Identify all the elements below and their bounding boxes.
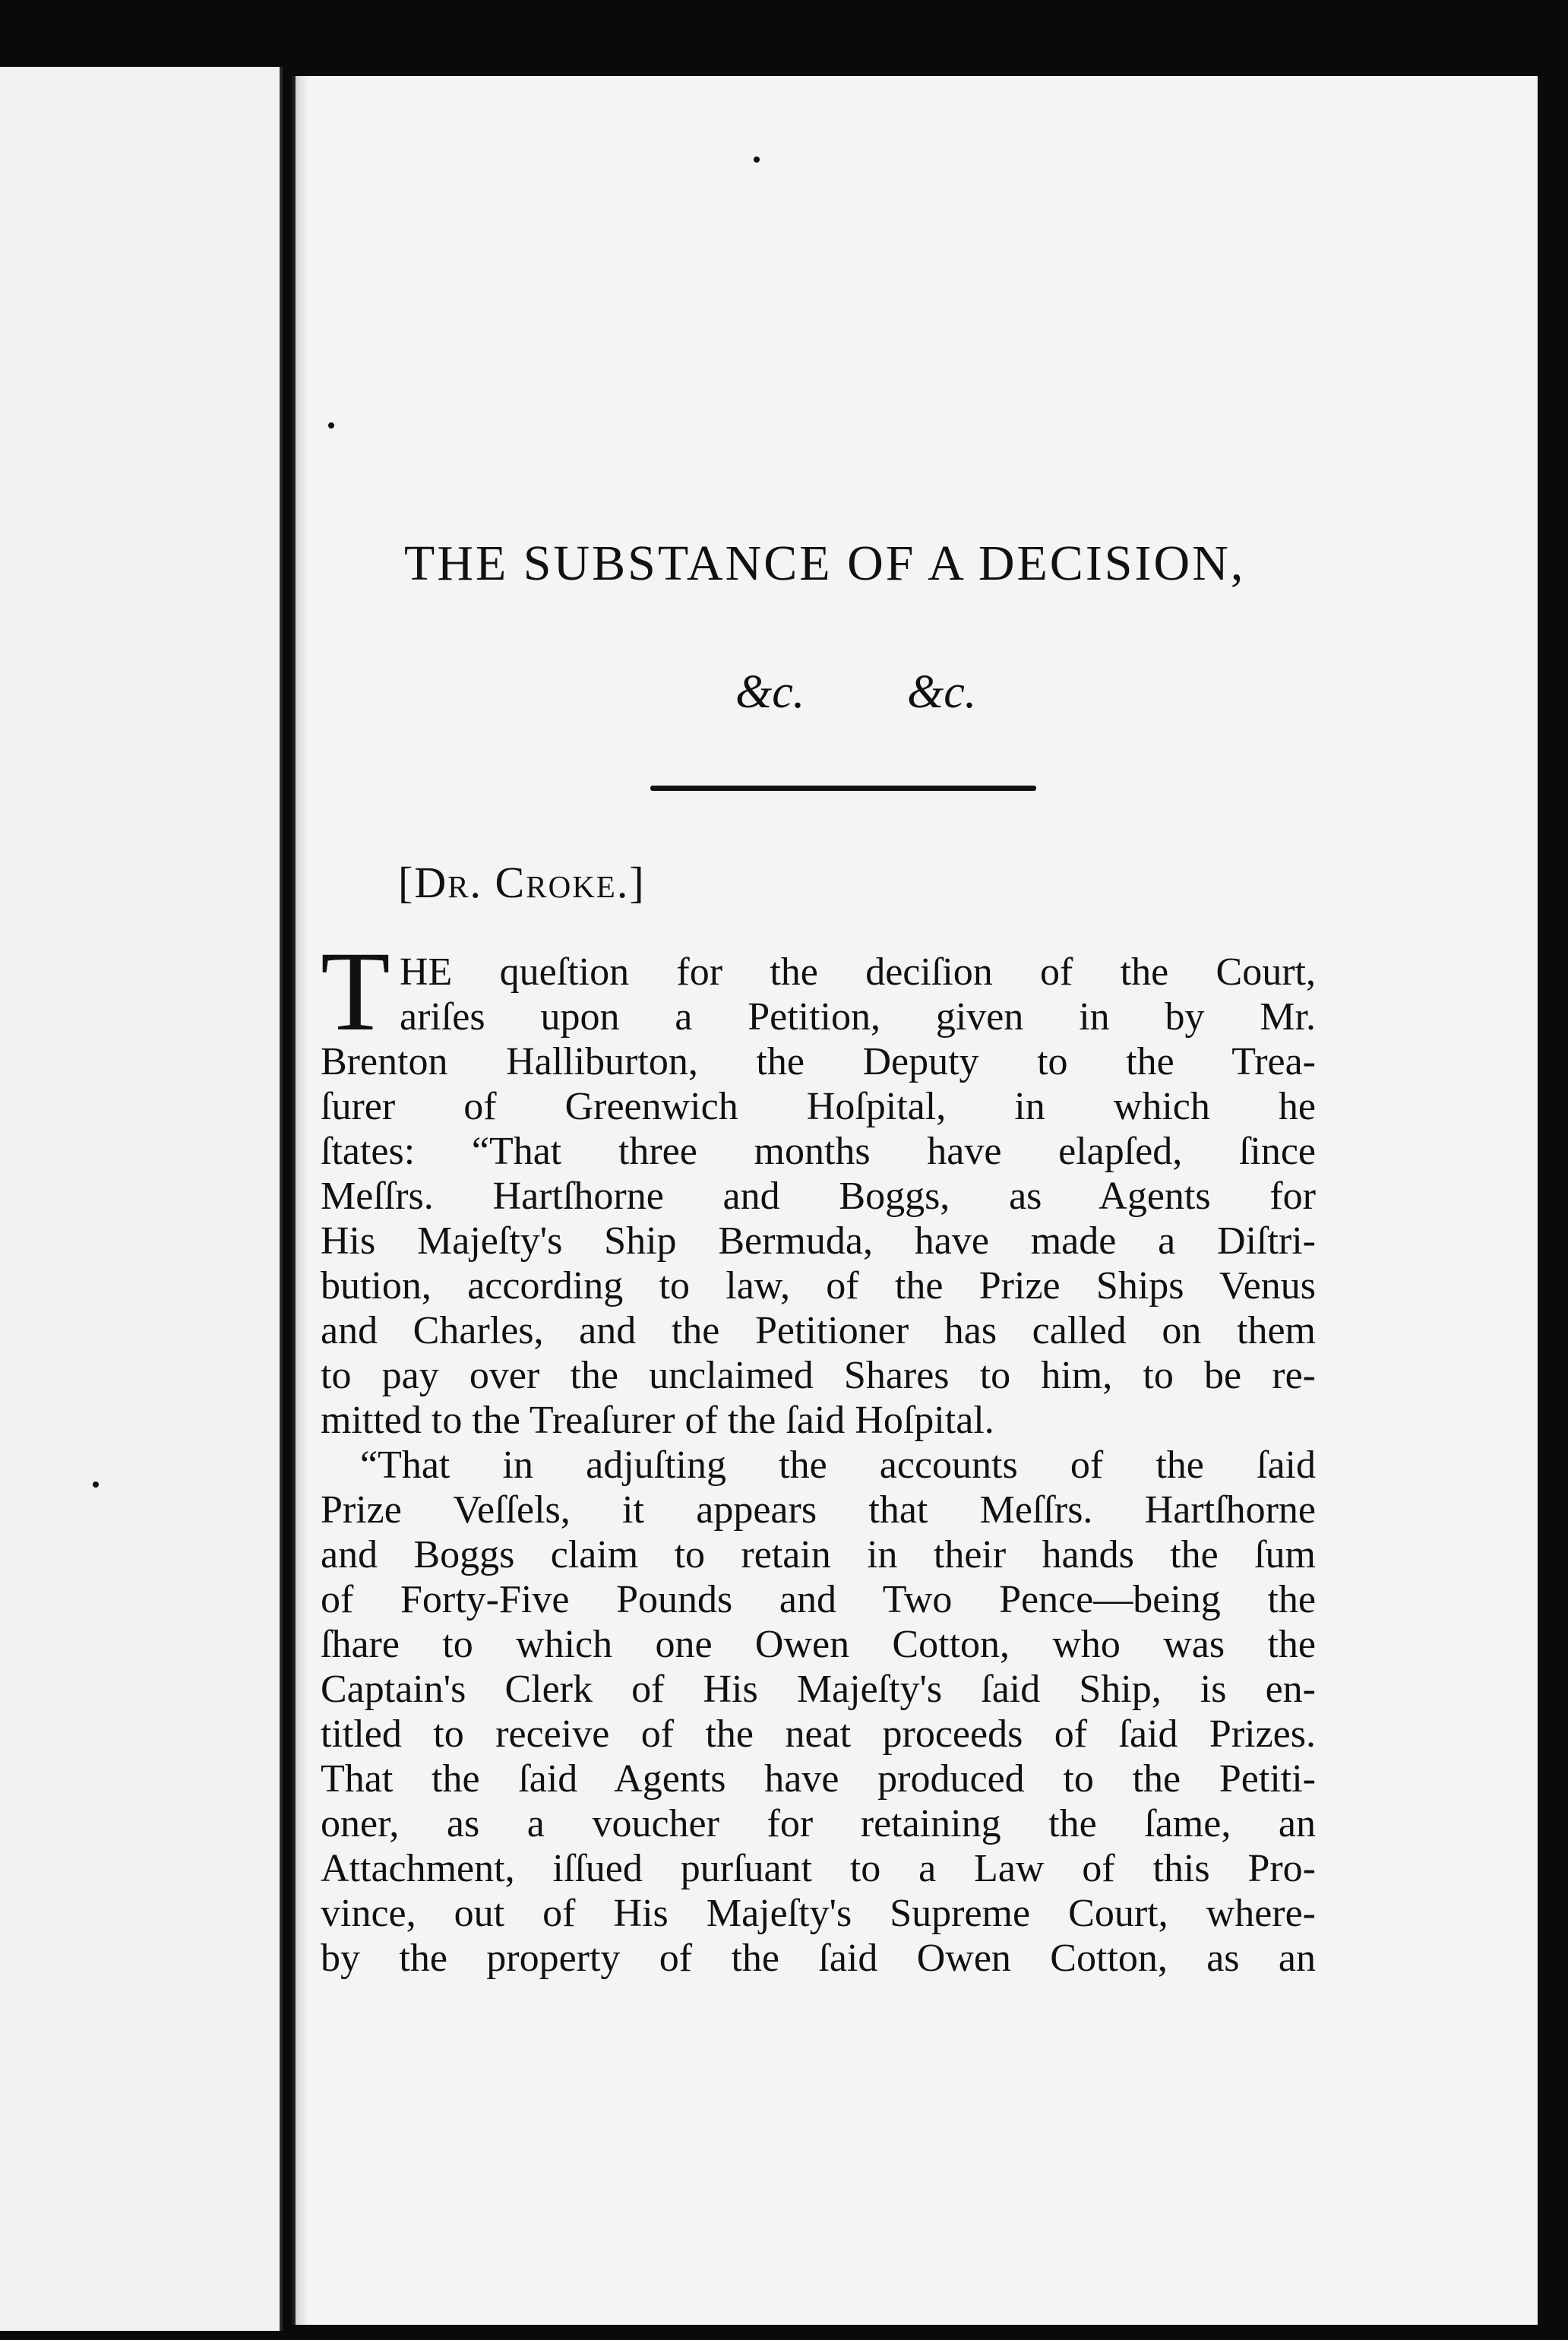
text-line: bution, according to law, of the Prize Ships Venus bbox=[321, 1264, 1316, 1308]
etc-mark-2: &c. bbox=[907, 666, 977, 718]
text-line: ariſes upon a Petition, given in by Mr. bbox=[400, 995, 1316, 1039]
body-text bbox=[321, 928, 1316, 1981]
page-edge-shadow bbox=[292, 76, 308, 2325]
text-line: and Charles, and the Petitioner has called on them bbox=[321, 1309, 1316, 1352]
etc-mark-1: &c. bbox=[735, 666, 805, 718]
text-line: ſtates: “That three months have elapſed, ſince bbox=[321, 1130, 1316, 1173]
ink-speck bbox=[328, 422, 334, 428]
text-line: of Forty-Five Pounds and Two Pence—being the bbox=[321, 1578, 1316, 1621]
text-line: mitted to the Treaſurer of the ſaid Hoſpital. bbox=[321, 1399, 994, 1442]
drop-cap: T bbox=[321, 928, 390, 1055]
text-line: and Boggs claim to retain in their hands the ſum bbox=[321, 1533, 1316, 1576]
text-line: His Majeſty's Ship Bermuda, have made a Diſtri- bbox=[321, 1219, 1316, 1263]
ink-speck bbox=[93, 1481, 99, 1488]
speaker-name: Dr. Croke. bbox=[414, 858, 630, 907]
text-line: Prize Veſſels, it appears that Meſſrs. Hartſhorne bbox=[321, 1488, 1316, 1532]
text-line: ſhare to which one Owen Cotton, who was the bbox=[321, 1623, 1316, 1666]
text-line-content: HE queſtion for the deciſion of the Court, bbox=[400, 950, 1316, 994]
text-line: to pay over the unclaimed Shares to him, to be re- bbox=[321, 1354, 1316, 1397]
left-page-margin bbox=[0, 67, 283, 2331]
text-line: Attachment, iſſued purſuant to a Law of this Pro- bbox=[321, 1847, 1316, 1890]
text-line: That the ſaid Agents have produced to the Petiti- bbox=[321, 1757, 1316, 1801]
ink-speck bbox=[754, 157, 760, 163]
text-line: Brenton Halliburton, the Deputy to the Trea- bbox=[321, 1040, 1316, 1083]
title-rule bbox=[650, 786, 1036, 791]
text-line: Captain's Clerk of His Majeſty's ſaid Ship, is en- bbox=[321, 1668, 1316, 1711]
text-line: ſurer of Greenwich Hoſpital, in which he bbox=[321, 1085, 1316, 1128]
speaker-open-bracket: [ bbox=[398, 858, 415, 907]
text-line: titled to receive of the neat proceeds of ſaid Prizes. bbox=[321, 1712, 1316, 1756]
page-title: THE SUBSTANCE OF A DECISION, bbox=[404, 536, 1246, 591]
text-line: oner, as a voucher for retaining the ſame, an bbox=[321, 1802, 1316, 1845]
text-line: by the property of the ſaid Owen Cotton, as an bbox=[321, 1937, 1316, 1980]
speaker-attribution bbox=[398, 857, 646, 908]
speaker-close-bracket: ] bbox=[629, 858, 646, 907]
text-line: vince, out of His Majeſty's Supreme Court, where- bbox=[321, 1892, 1316, 1935]
text-line: Meſſrs. Hartſhorne and Boggs, as Agents for bbox=[321, 1175, 1316, 1218]
gutter-line bbox=[280, 67, 283, 2331]
text-line: “That in adjuſting the accounts of the ſaid bbox=[360, 1444, 1316, 1487]
